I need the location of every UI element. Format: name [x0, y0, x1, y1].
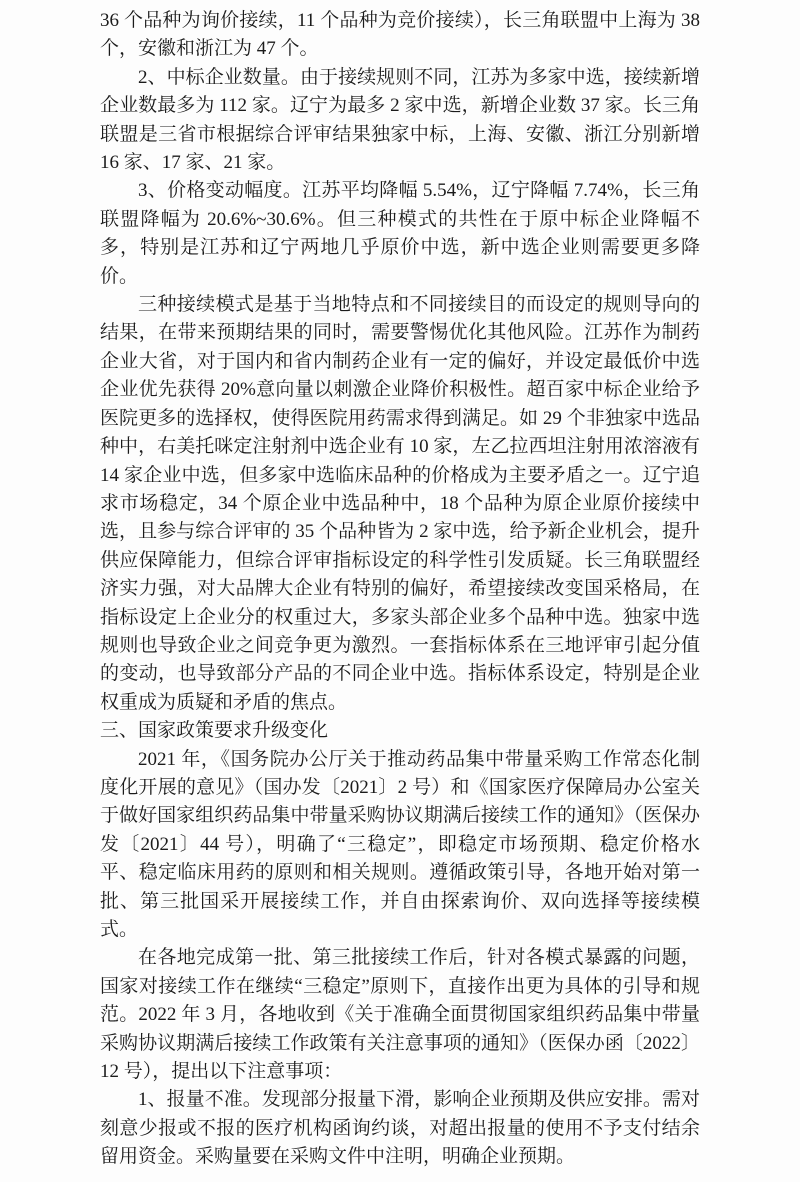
paragraph-note-quantity-reporting: 1、报量不准。发现部分报量下滑，影响企业预期及供应安排。需对刻意少报或不报的医疗机构函询约谈，对超出报量的使用不予支付结余留用资金。采购量要在采购文件中注明，明确企业预期。 — [100, 1089, 700, 1168]
paragraph-winning-company-counts: 2、中标企业数量。由于接续规则不同，江苏为多家中选，接续新增企业数最多为 112 家。辽宁为最多 2 家中选，新增企业数 37 家。长三角联盟是三省市根据综合评审结果独家中标，上海、安徽、浙江分别新增 16 家、17 家、21 家。 — [100, 66, 700, 174]
paragraph-three-renewal-modes-analysis: 三种接续模式是基于当地特点和不同接续目的而设定的规则导向的结果，在带来预期结果的同时，需要警惕优化其他风险。江苏作为制药企业大省，对于国内和省内制药企业有一定的偏好，并设定最低价中选企业优先获得 20%意向量以刺激企业降价积极性。超百家中标企业给予医院更多的选择权，使得医院用药需求得到满足。如 29 个非独家中选品种中，右美托咪定注射剂中选企业有 10 家，左乙拉西坦注射用浓溶液有 14 家企业中选，但多家中选临床品种的价格成为主要矛盾之一。辽宁追求市场稳定，34 个原企业中选品种中，18 个品种为原企业原价接续中选，且参与综合评审的 35 个品种皆为 2 家中选，给予新企业机会，提升供应保障能力，但综合评审指标设定的科学性引发质疑。长三角联盟经济实力强，对大品牌大企业有特别的偏好，希望接续改变国采格局，在指标设定上企业分的权重过大，多家头部企业多个品种中选。独家中选规则也导致企业之间竞争更为激烈。一套指标体系在三地评审引起分值的变动，也导致部分产品的不同企业中选。指标体系设定，特别是企业权重成为质疑和矛盾的焦点。 — [100, 294, 700, 713]
paragraph-2021-policy-documents: 2021 年，《国务院办公厅关于推动药品集中带量采购工作常态化制度化开展的意见》（国办发〔2021〕2 号）和《国家医疗保障局办公室关于做好国家组织药品集中带量采购协议期满后接续工作的通知》（医保办发〔2021〕44 号），明确了“三稳定”，即稳定市场预期、稳定价格水平、稳定临床用药的原则和相关规则。遵循政策引导，各地开始对第一批、第三批国采开展接续工作，并自由探索询价、双向选择等接续模式。 — [100, 748, 700, 940]
paragraph-renewal-variety-counts: 36 个品种为询价接续，11 个品种为竞价接续），长三角联盟中上海为 38 个，安徽和浙江为 47 个。 — [100, 10, 700, 60]
paragraph-2022-policy-notice: 在各地完成第一批、第三批接续工作后，针对各模式暴露的问题，国家对接续工作在继续“三稳定”原则下，直接作出更为具体的引导和规范。2022 年 3 月，各地收到《关于准确全面贯彻国家组织药品集中带量采购协议期满后接续工作政策有关注意事项的通知》（医保办函〔2022〕12 号），提出以下注意事项： — [100, 947, 700, 1083]
section-heading-national-policy-upgrade: 三、国家政策要求升级变化 — [100, 720, 329, 742]
paragraph-price-change-range: 3、价格变动幅度。江苏平均降幅 5.54%，辽宁降幅 7.74%，长三角联盟降幅为 20.6%~30.6%。但三种模式的共性在于原中标企业降幅不多，特别是江苏和辽宁两地几乎原价中选，新中选企业则需要更多降价。 — [100, 180, 700, 287]
